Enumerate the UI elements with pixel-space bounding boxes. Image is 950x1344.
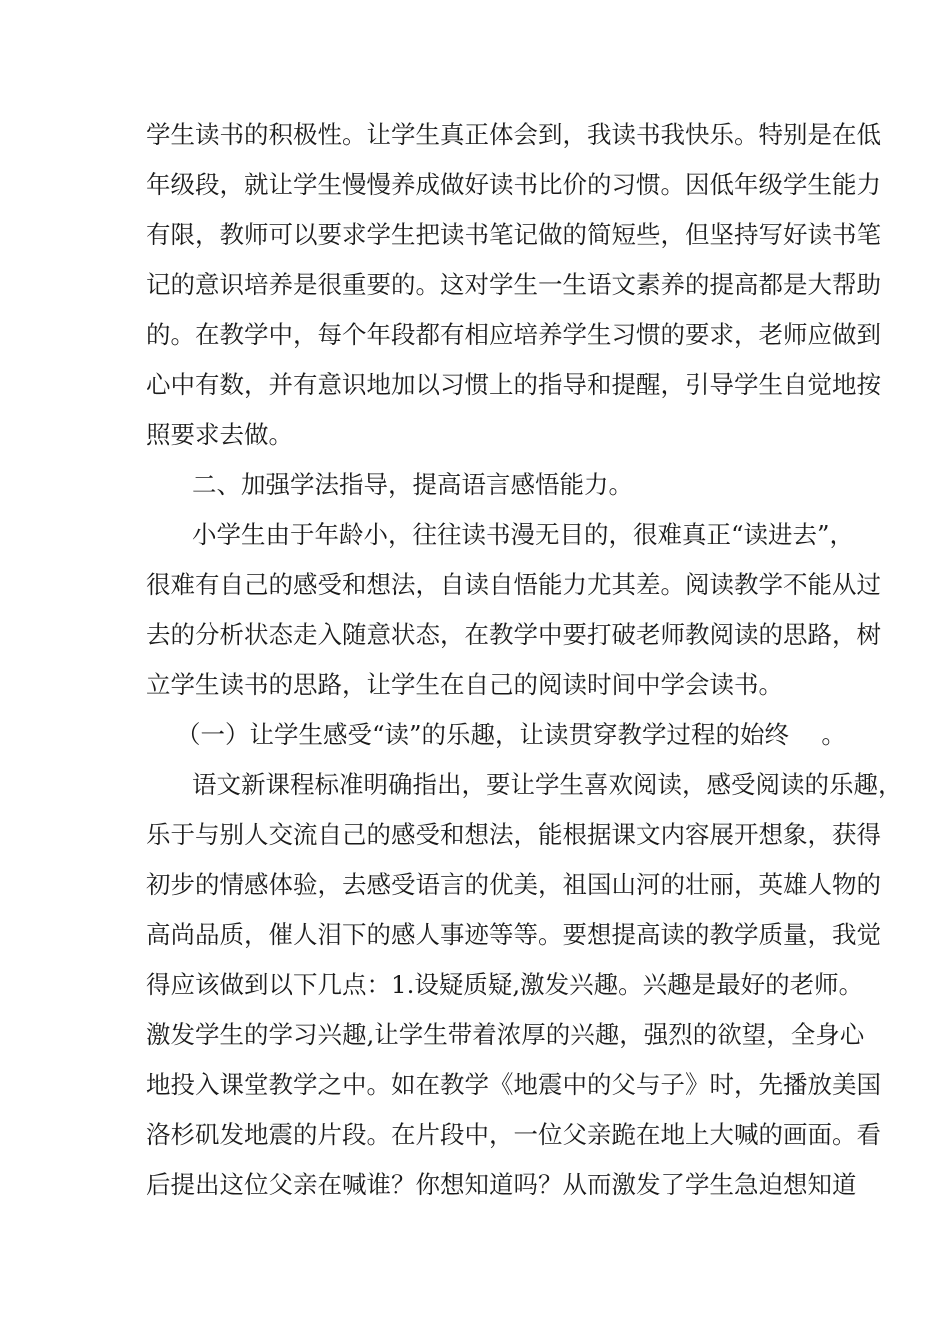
text-line: 记的意识培养是很重要的。这对学生一生语文素养的提高都是大帮助 — [146, 270, 881, 299]
text-line: 的。在教学中，每个年段都有相应培养学生习惯的要求，老师应做到 — [146, 320, 881, 349]
text-line: 学生读书的积极性。让学生真正体会到，我读书我快乐。特别是在低 — [146, 120, 881, 149]
subsection-heading: （一）让学生感受“读”的乐趣，让读贯穿教学过程的始终 。 — [176, 720, 846, 749]
text-line: 后提出这位父亲在喊谁？你想知道吗？从而激发了学生急迫想知道 — [146, 1170, 857, 1199]
text-line: 立学生读书的思路，让学生在自己的阅读时间中学会读书。 — [146, 670, 783, 699]
text-line: 得应该做到以下几点：1.设疑质疑,激发兴趣。兴趣是最好的老师。 — [146, 970, 864, 999]
text-line: 年级段，就让学生慢慢养成做好读书比价的习惯。因低年级学生能力 — [146, 170, 881, 199]
text-line: 照要求去做。 — [146, 420, 293, 449]
text-line: 高尚品质，催人泪下的感人事迹等等。要想提高读的教学质量，我觉 — [146, 920, 881, 949]
text-line: 有限，教师可以要求学生把读书笔记做的简短些，但坚持写好读书笔 — [146, 220, 881, 249]
section-heading: 二、加强学法指导，提高语言感悟能力。 — [192, 470, 633, 499]
text-line: 乐于与别人交流自己的感受和想法，能根据课文内容展开想象，获得 — [146, 820, 881, 849]
text-line: 初步的情感体验，去感受语言的优美，祖国山河的壮丽，英雄人物的 — [146, 870, 881, 899]
paragraph-first-line: 小学生由于年龄小，往往读书漫无目的，很难真正“读进去”， — [192, 520, 855, 549]
text-line: 很难有自己的感受和想法，自读自悟能力尤其差。阅读教学不能从过 — [146, 570, 881, 599]
text-line: 地投入课堂教学之中。如在教学《地震中的父与子》时，先播放美国 — [146, 1070, 881, 1099]
text-line: 洛杉矶发地震的片段。在片段中，一位父亲跪在地上大喊的画面。看 — [146, 1120, 881, 1149]
text-line: 心中有数，并有意识地加以习惯上的指导和提醒，引导学生自觉地按 — [146, 370, 881, 399]
text-line: 激发学生的学习兴趣,让学生带着浓厚的兴趣，强烈的欲望，全身心 — [146, 1020, 865, 1049]
paragraph-first-line: 语文新课程标准明确指出，要让学生喜欢阅读，感受阅读的乐趣， — [192, 770, 903, 799]
text-line: 去的分析状态走入随意状态，在教学中要打破老师教阅读的思路，树 — [146, 620, 881, 649]
